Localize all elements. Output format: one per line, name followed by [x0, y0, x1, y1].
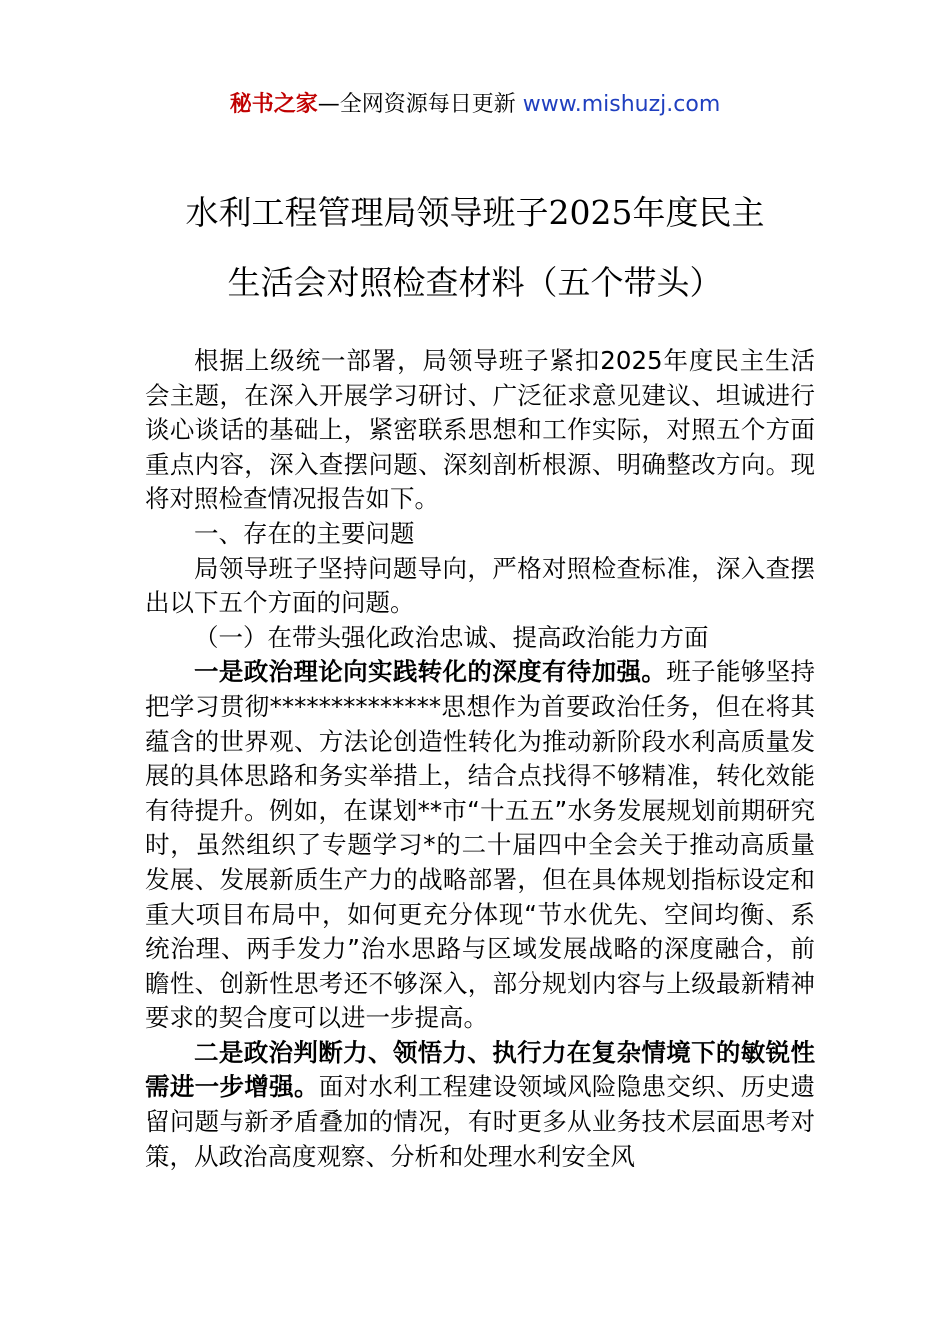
point-2-lead: 二是政治判断力、领悟力、执行力在复杂情境下的敏锐性需进一步增强。	[145, 1037, 815, 1102]
point-1-body: 班子能够坚持把学习贯彻**************思想作为首要政治任务，但在将其蕴含的世界观、方法论创造性转化为推动新阶段水利高质量发展的具体思路和务实举措上，结合点找得不够精准，转化效能有待提升。例如，在谋划**市“十五五”水务发展规划前期研究时，虽然组织了专题学习*的二十届四中全会关于推动高质量发展、发展新质生产力的战略部署，但在具体规划指标设定和重大项目布局中，如何更充分体现“节水优先、空间均衡、系统治理、两手发力”治水思路与区域发展战略的深度融合，前瞻性、创新性思考还不够深入，部分规划内容与上级最新精神要求的契合度可以进一步提高。	[145, 657, 816, 1033]
site-header	[0, 88, 950, 122]
point-1-lead: 一是政治理论向实践转化的深度有待加强。	[194, 657, 667, 687]
section-intro-paragraph: 局领导班子坚持问题导向，严格对照检查标准，深入查摆出以下五个方面的问题。	[145, 553, 815, 618]
section-heading: 一、存在的主要问题	[194, 518, 415, 548]
header-url-link[interactable]: www.mishuzj.com	[522, 92, 721, 117]
point-1-paragraph	[145, 655, 815, 1036]
intro-paragraph: 根据上级统一部署，局领导班子紧扣2025年度民主生活会主题，在深入开展学习研讨、广泛征求意见建议、坦诚进行谈心谈话的基础上，紧密联系思想和工作实际，对照五个方面重点内容，深入查摆问题、深刻剖析根源、明确整改方向。现将对照检查情况报告如下。	[145, 346, 815, 514]
subsection-heading: （一）在带头强化政治忠诚、提高政治能力方面	[194, 622, 709, 652]
title-line-2: 生活会对照检查材料（五个带头）	[227, 263, 723, 302]
title-line-1: 水利工程管理局领导班子2025年度民主	[185, 193, 765, 232]
header-tagline: —全网资源每日更新	[317, 92, 523, 117]
document-body	[145, 344, 815, 1174]
document-title	[150, 178, 800, 318]
point-2-paragraph	[145, 1036, 815, 1174]
point-2-body: 面对水利工程建设领域风险隐患交织、历史遗留问题与新矛盾叠加的情况，有时更多从业务技术层面思考对策，从政治高度观察、分析和处理水利安全风	[145, 1072, 816, 1171]
brand-name: 秘书之家	[229, 92, 318, 117]
